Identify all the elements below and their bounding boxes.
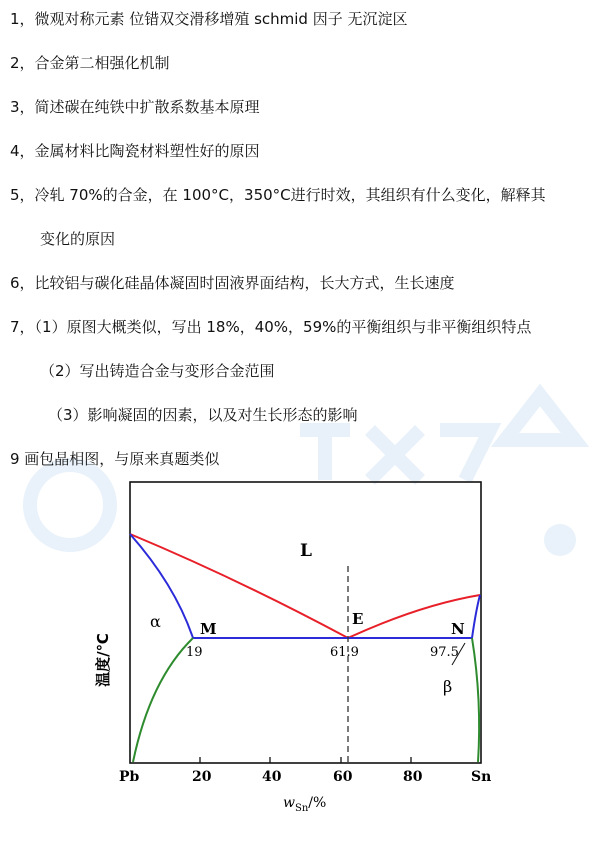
- solidus-left: [130, 534, 193, 638]
- phase-label-liquid: L: [300, 541, 312, 561]
- composition-value-e: 61.9: [330, 645, 359, 660]
- question-4: 4，金属材料比陶瓷材料塑性好的原因: [10, 142, 260, 160]
- y-axis-title: 温度/℃: [94, 633, 112, 687]
- point-label-e: E: [352, 610, 364, 628]
- question-6: 6，比较铝与碳化硅晶体凝固时固液界面结构，长大方式，生长速度: [10, 274, 455, 292]
- question-7-part-2: （2）写出铸造合金与变形合金范围: [40, 362, 275, 380]
- x-ticks: [200, 757, 411, 763]
- composition-value-m: 19: [186, 645, 203, 660]
- question-2: 2，合金第二相强化机制: [10, 54, 170, 72]
- composition-value-n: 97.5: [430, 645, 459, 660]
- question-1: 1，微观对称元素 位错双交滑移增殖 schmid 因子 无沉淀区: [10, 10, 408, 28]
- x-axis-symbol: w: [283, 795, 295, 811]
- phase-label-beta: β: [443, 677, 453, 696]
- question-3: 3，简述碳在纯铁中扩散系数基本原理: [10, 98, 260, 116]
- point-label-m: M: [200, 620, 217, 638]
- x-tick-label-sn: Sn: [471, 769, 492, 785]
- x-tick-label-40: 40: [262, 769, 282, 785]
- x-axis-subscript: Sn: [294, 803, 309, 814]
- solidus-right: [472, 595, 480, 638]
- solvus-right: [472, 638, 479, 762]
- phase-label-alpha: α: [150, 612, 161, 631]
- x-tick-label-60: 60: [333, 769, 353, 785]
- x-axis-unit: /%: [308, 795, 327, 811]
- question-7-part-3: （3）影响凝固的因素，以及对生长形态的影响: [48, 406, 358, 424]
- question-5: 5，冷轧 70%的合金，在 100°C，350°C进行时效，其组织有什么变化，解释其: [10, 186, 546, 204]
- liquidus-left: [130, 534, 348, 638]
- solvus-left: [133, 638, 193, 762]
- question-7: 7，（1）原图大概类似，写出 18%，40%，59%的平衡组织与非平衡组织特点: [10, 318, 532, 336]
- x-axis-title: [283, 795, 326, 814]
- point-label-n: N: [451, 620, 465, 638]
- x-tick-label-pb: Pb: [119, 769, 140, 785]
- x-tick-label-80: 80: [403, 769, 423, 785]
- diagram-frame: [130, 482, 481, 763]
- x-tick-label-20: 20: [192, 769, 212, 785]
- question-9: 9 画包晶相图，与原来真题类似: [10, 450, 220, 468]
- question-5-continued: 变化的原因: [40, 230, 116, 248]
